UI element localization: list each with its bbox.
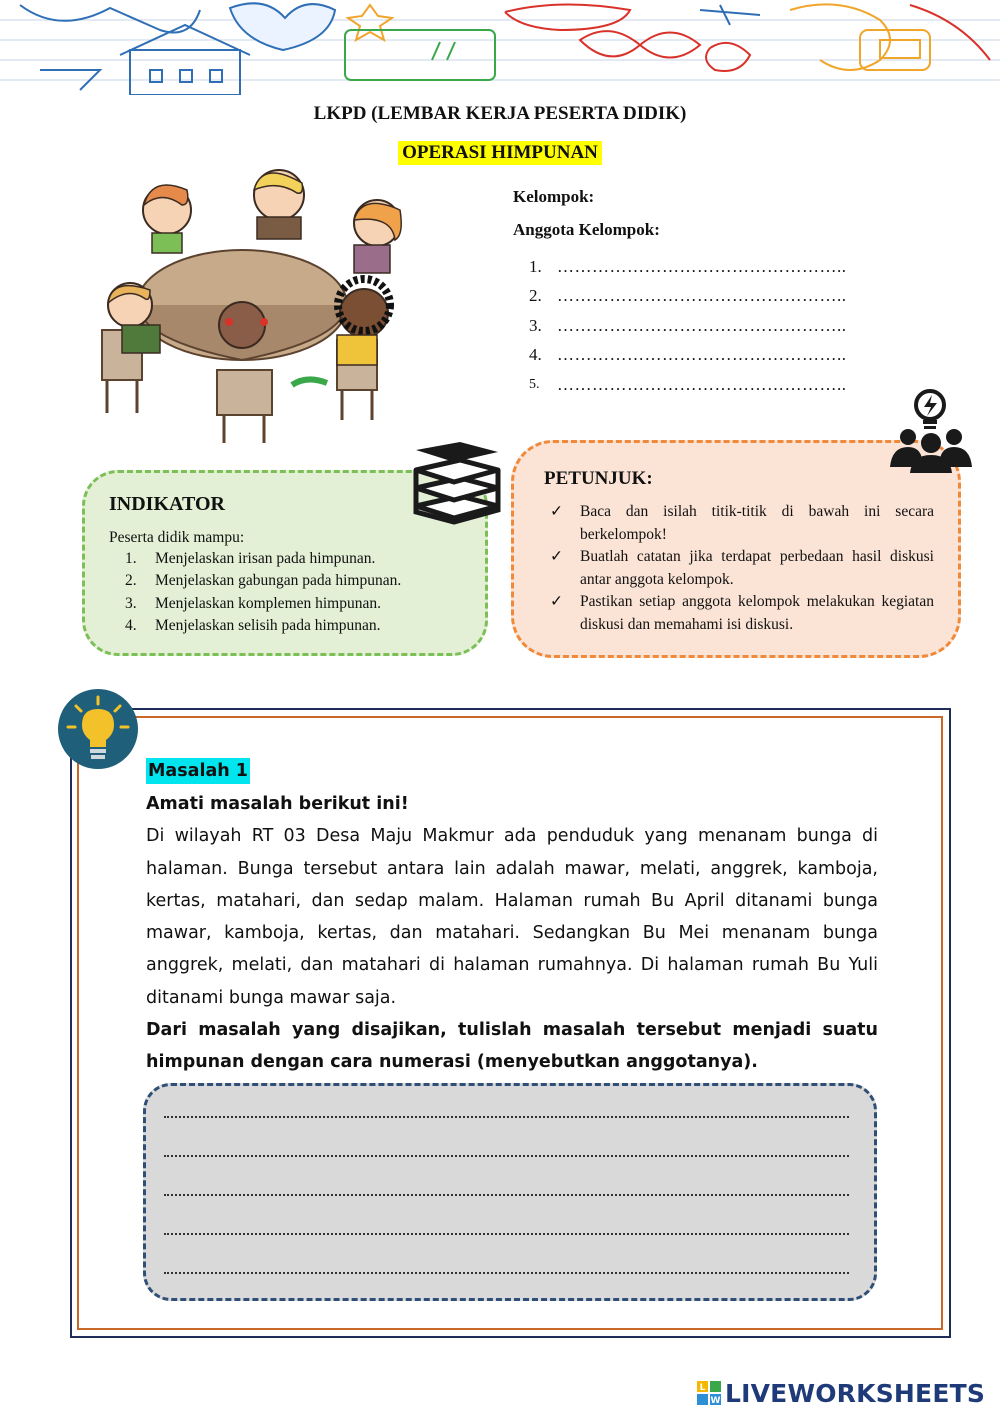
list-item: ✓ Buatlah catatan jika terdapat perbedaan hasil diskusi antar anggota kelompok.	[550, 546, 934, 591]
member-row[interactable]: 2. …………………………………………..	[529, 286, 847, 306]
answer-line[interactable]	[164, 1272, 849, 1274]
problem-instruction: Amati masalah berikut ini!	[146, 794, 409, 814]
group-info	[513, 187, 893, 400]
list-item: 4. Menjelaskan selisih pada himpunan.	[125, 616, 381, 634]
list-item: ✓ Baca dan isilah titik-titik di bawah ini secara berkelompok!	[550, 501, 934, 546]
list-item: 3. Menjelaskan komplemen himpunan.	[125, 594, 381, 612]
worksheet-subtitle: OPERASI HIMPUNAN	[398, 141, 602, 165]
problem-question: Dari masalah yang disajikan, tulislah masalah tersebut menjadi suatu himpunan dengan cara numerasi (menyebutkan anggotanya).	[146, 1020, 878, 1073]
members-list	[513, 252, 893, 400]
answer-line[interactable]	[164, 1155, 849, 1157]
member-row[interactable]: 4. …………………………………………..	[529, 345, 847, 365]
group-name-label: Kelompok:	[513, 187, 595, 206]
answer-line[interactable]	[164, 1194, 849, 1196]
answer-line[interactable]	[164, 1116, 849, 1118]
petunjuk-heading: PETUNJUK:	[544, 468, 653, 489]
liveworksheets-brand[interactable]	[697, 1378, 985, 1408]
problem-section	[146, 758, 878, 1079]
check-icon: ✓	[550, 593, 563, 610]
brand-name[interactable]: LIVEWORKSHEETS	[725, 1378, 986, 1408]
svg-text:W: W	[710, 1396, 721, 1405]
petunjuk-list	[550, 501, 934, 636]
answer-box[interactable]	[143, 1083, 877, 1301]
answer-line[interactable]	[164, 1233, 849, 1235]
indikator-list	[125, 550, 401, 639]
list-item: 1. Menjelaskan irisan pada himpunan.	[125, 550, 376, 567]
svg-text:L: L	[699, 1383, 706, 1393]
list-item: ✓ Pastikan setiap anggota kelompok melakukan kegiatan diskusi dan memahami isi diskusi.	[550, 591, 934, 636]
indikator-intro: Peserta didik mampu:	[109, 529, 245, 546]
problem-body: Di wilayah RT 03 Desa Maju Makmur ada penduduk yang menanam bunga di halaman. Bunga tersebut antara lain adalah mawar, melati, anggrek, kamboja, kertas, matahari, dan sedap malam. Halaman rumah Bu April ditanami bunga mawar, kamboja, kertas, dan matahari. Sedangkan Bu Mei menanam bunga anggrek, melati, dan matahari di halaman rumahnya. Di halaman rumah Bu Yuli ditanami bunga mawar saja.	[146, 826, 878, 1008]
group-members-label: Anggota Kelompok:	[513, 220, 660, 239]
member-row[interactable]: 5. …………………………………………..	[529, 374, 847, 394]
doodle-banner	[0, 0, 1000, 95]
member-row[interactable]: 3. …………………………………………..	[529, 315, 847, 335]
liveworksheets-logo-icon	[697, 1381, 721, 1405]
worksheet-title: LKPD (LEMBAR KERJA PESERTA DIDIK)	[313, 103, 687, 124]
children-discussion-illustration	[92, 165, 422, 445]
list-item: 2. Menjelaskan gabungan pada himpunan.	[125, 572, 402, 590]
problem-heading: Masalah 1	[146, 758, 250, 784]
indikator-heading: INDIKATOR	[109, 493, 225, 515]
lightbulb-icon	[56, 687, 140, 771]
books-icon	[410, 440, 502, 526]
check-icon: ✓	[550, 503, 563, 520]
member-row[interactable]: 1. …………………………………………..	[529, 256, 847, 276]
check-icon: ✓	[550, 548, 563, 565]
group-idea-icon	[886, 385, 976, 477]
